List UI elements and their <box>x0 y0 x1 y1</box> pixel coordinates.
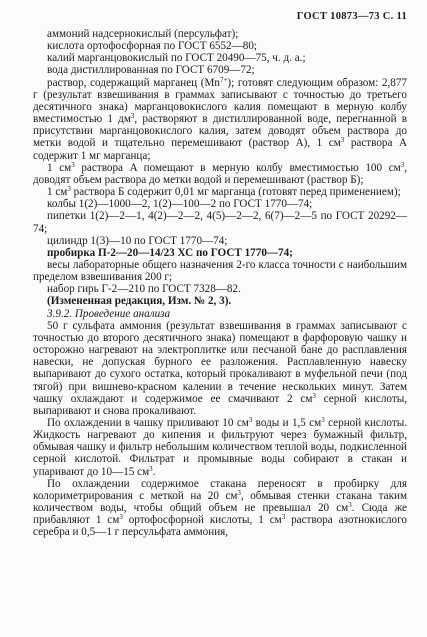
text-run: . Сюда же прибавляют 1 см <box>33 502 407 527</box>
solution-b-content-paragraph <box>33 186 407 198</box>
reagent-line: калий марганцовокислый по ГОСТ 20490—75, ч. д. а.; <box>47 52 306 65</box>
superscript: 3 <box>348 501 352 510</box>
superscript: 3 <box>281 513 286 522</box>
text-run: раствора азотнокислого серебра и 0,5—1 г персульфата аммония, <box>33 514 407 539</box>
text-run: раствора Б содержит 0,01 мг марганца (готовят перед применением); <box>70 186 401 199</box>
superscript: 3 <box>312 391 316 400</box>
section-heading: 3.9.2. Проведение анализа <box>47 307 171 320</box>
text-run: . <box>152 465 156 478</box>
reagent-line: аммоний надсернокислый (персульфат); <box>47 28 239 40</box>
text-run: раствор, содержащий марганец (Mn <box>47 76 220 89</box>
manganese-solution-paragraph <box>33 77 407 162</box>
document-body <box>33 28 407 539</box>
text-run: раствора A помещают в мерную колбу вместимостью 100 см <box>74 161 401 174</box>
equipment-line: колбы 1(2)—1000—2, 1(2)—100—2 по ГОСТ 1770—74; <box>47 198 313 211</box>
superscript: 3 <box>119 513 123 522</box>
superscript: 3 <box>67 185 71 194</box>
analysis-paragraph <box>33 478 407 539</box>
text-run: ); готовят следующим образом: 2,877 г (результат взвешивания в граммах записывают с точностью до третьего десятичного знака) марганцовокислого калия помещают в мерную колбу вместимостью 1 дм <box>33 76 408 126</box>
text-run: , растворяют в дистиллированной воде, перегнанной в присутствии марганцовокислого калия, затем доводят объем раствора до метки водой и тщательно перемешивают (раствор A), 1 см <box>33 113 407 150</box>
amendment-note: (Измененная редакция, Изм. № 2, 3). <box>47 295 232 308</box>
text-run: 50 г сульфата аммония (результат взвешивания в граммах записывают с точностью до второго десятичного знака) помещают в фарфоровую чашку и осторожно нагревают на электроплитке или песчаной бане до расплавления навески, не допуская бурного ее разложения. Расплавленную навеску выпаривают до сухого остатка, который прокаливают в муфельной печи (под тягой) при вишнево-красном калении в течение нескольких минут. Затем чашку охлаждают и содержимое ее смачивают 2 см <box>33 319 407 405</box>
text-run: , доводят объем раствора до метки водой и перемешивают (раствор Б); <box>33 161 407 186</box>
equipment-line: цилиндр 1(3)—10 по ГОСТ 1770—74; <box>47 234 228 247</box>
text-run: 1 см <box>47 161 72 174</box>
text-run: ортофосфорной кислоты, 1 см <box>122 514 282 527</box>
superscript: 3 <box>321 416 325 424</box>
reagent-line: кислота ортофосфорная по ГОСТ 6552—80; <box>47 40 257 53</box>
text-run: серной кислоты. Жидкость нагревают до кипения и фильтруют через бумажный фильтр, обмывая чашку и фильтр небольшим количеством теплой воды, подкисленной серной кислотой. Фильтрат и промывные воды собирают в стакан и упаривают до 10—15 см <box>33 417 407 478</box>
text-run: воды и 1,5 см <box>252 417 322 429</box>
equipment-line: набор гирь Г-2—210 по ГОСТ 7328—82. <box>47 283 241 296</box>
text-run: раствора A содержит 1 мг марганца; <box>33 137 408 162</box>
text-run: , обмывая стенки стакана таким количеством воды, чтобы общий объем не превышал 20 см <box>33 489 407 515</box>
reagent-line: вода дистиллированная по ГОСТ 6709—72; <box>47 64 255 77</box>
solution-b-paragraph <box>33 162 407 186</box>
text-run: серной кислоты, выпаривают и снова прокаливают. <box>33 392 407 417</box>
analysis-paragraph <box>33 417 407 478</box>
superscript: 3 <box>248 416 253 424</box>
equipment-line: пробирка П-2—20—14/23 ХС по ГОСТ 1770—74; <box>47 246 293 259</box>
text-run: По охлаждении в чашку приливают 10 см <box>47 417 249 429</box>
superscript: 3 <box>340 136 345 145</box>
superscript: 3 <box>149 464 153 473</box>
superscript: 3 <box>400 160 405 169</box>
text-run: По охлаждении содержимое стакана переносят в пробирку для колориметрирования с меткой на 20 см <box>33 477 407 502</box>
page-header: ГОСТ 10873—73 С. 11 <box>296 11 407 22</box>
superscript: 3 <box>237 488 241 497</box>
equipment-line: пипетки 1(2)—2—1, 4(2)—2—2, 4(5)—2—2, 6(7)—2—5 по ГОСТ 20292—74; <box>33 210 407 235</box>
text-run: 1 см <box>47 186 68 199</box>
superscript: 7+ <box>219 75 228 84</box>
equipment-line: весы лабораторные общего назначения 2-го класса точности с наибольшим пределом взвешивания 200 г; <box>33 258 407 284</box>
analysis-paragraph <box>33 320 407 417</box>
superscript: 3 <box>130 112 135 121</box>
superscript: 3 <box>71 160 75 169</box>
